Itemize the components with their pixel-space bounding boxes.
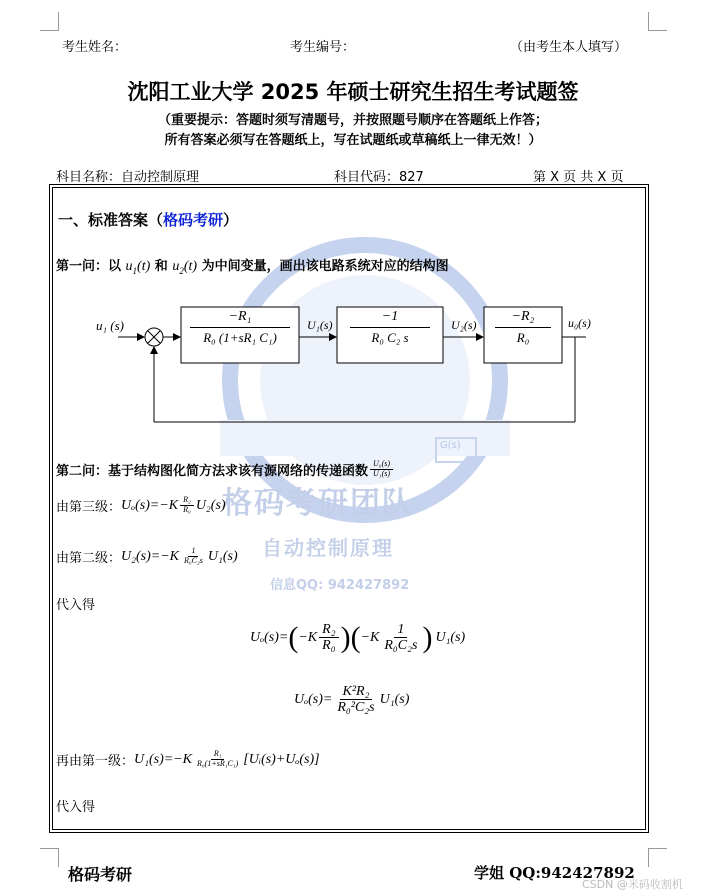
block-3 (485, 309, 561, 346)
signal-u1: U₁(s) (307, 318, 333, 332)
candidate-name-label: 考生姓名： (62, 40, 128, 55)
step-2-num: 1 (188, 547, 198, 557)
footer-contact: 学姐 QQ:942427892 (474, 864, 635, 882)
page-count: 第 X 页 共 X 页 (533, 170, 624, 185)
crop-mark-top-right (648, 12, 667, 31)
big1-den2: R₀C₂s (384, 638, 418, 654)
step-3-num: R₂ (180, 496, 194, 506)
step-1-label: 再由第一级： (56, 754, 135, 769)
watermark-title: 格码考研团队 (222, 486, 414, 521)
block-3-numerator: −R₂ (495, 309, 551, 328)
big1-rhs: U₁(s) (435, 629, 466, 645)
big-equation-2 (294, 684, 409, 716)
input-signal: u₁ (s) (96, 318, 124, 333)
block-diagram (96, 296, 606, 432)
step-3-eq (56, 496, 226, 515)
big1-paren-open-1: ( (288, 620, 299, 654)
q2-fraction (370, 460, 393, 479)
q1-var1: u (125, 259, 133, 274)
big-equation-1 (250, 622, 465, 654)
step-3-rhs: U₂(s) (195, 497, 226, 513)
step-1-eq (56, 750, 320, 769)
subject-name: 科目名称：自动控制原理 (56, 170, 200, 185)
block-2-denominator: R₀ C₂ s (371, 330, 409, 345)
big1-num2: 1 (394, 622, 407, 638)
step-2-frac (181, 547, 206, 566)
big1-num1: R₂ (319, 622, 338, 638)
big1-paren-open-2: ( (350, 620, 361, 654)
step-2-label: 由第二级： (56, 551, 122, 566)
step-2-eq (56, 547, 238, 566)
q2-text: 第二问：基于结构图化简方法求该有源网络的传递函数 (56, 464, 369, 479)
question-1 (56, 255, 449, 276)
section-heading-prefix: 一、标准答案（ (58, 211, 164, 229)
step-3-lhs: Uₒ(s)=−K (121, 497, 179, 513)
q1-suffix: 为中间变量，画出该电路系统对应的结构图 (201, 259, 449, 274)
subject-code: 科目代码：827 (334, 170, 424, 185)
output-signal: u₀(s) (568, 316, 591, 330)
step-3-label: 由第三级： (56, 500, 122, 515)
section-heading (58, 209, 238, 230)
q2-frac-num: U₀(s) (370, 460, 393, 470)
question-2 (56, 460, 395, 479)
block-1-numerator: −R₁ (190, 309, 290, 328)
watermark-block-label: G(s) (440, 440, 461, 451)
page-title: 沈阳工业大学 2025 年硕士研究生招生考试题签 (127, 80, 579, 104)
q1-var1-sub: 1 (132, 265, 138, 276)
step-1-rhs: [Uᵢ(s)+Uₒ(s)] (243, 751, 320, 767)
q2-frac-den: U₁(s) (373, 469, 391, 478)
big2-den: R₀²C₂s (337, 700, 375, 716)
big1-lhs: Uₒ(s)= (250, 629, 289, 645)
watermark-qq: 信息QQ: 942427892 (270, 578, 410, 593)
big2-rhs: U₁(s) (379, 691, 410, 707)
step-1-num: R₁ (211, 750, 225, 760)
step-3-frac (180, 496, 194, 515)
substitute-2: 代入得 (56, 800, 96, 815)
step-1-den: R₀(1+sR₁C₁) (197, 759, 239, 768)
candidate-id-label: 考生编号： (290, 40, 356, 55)
big1-paren-close-1: ) (340, 620, 351, 654)
q1-var2-sub: 2 (179, 265, 184, 276)
block-2-numerator: −1 (350, 309, 430, 328)
section-heading-suffix: ） (223, 211, 239, 229)
q1-mid: 和 (154, 259, 168, 274)
big2-frac (334, 684, 377, 716)
big1-frac2 (381, 622, 420, 654)
block-2 (338, 309, 442, 346)
notice-line-1: （重要提示：答题时须写清题号，并按照题号顺序在答题纸上作答； (157, 113, 548, 128)
q1-var2: u (172, 259, 180, 274)
crop-mark-bottom-right (648, 848, 667, 867)
notice-line-2: 所有答案必须写在答题纸上，写在试题纸或草稿纸上一律无效！） (164, 133, 542, 148)
substitute-1: 代入得 (56, 598, 96, 613)
crop-mark-top-left (40, 12, 59, 31)
step-2-den: R₀C₂s (184, 556, 203, 565)
big1-frac1 (319, 622, 338, 654)
section-heading-brand: 格码考研 (163, 211, 224, 229)
fill-note: （由考生本人填写） (510, 40, 628, 55)
step-1-frac (194, 750, 241, 769)
block-3-denominator: R₀ (516, 330, 530, 345)
block-1-denominator: R₀ (1+sR₁ C₁) (203, 330, 277, 345)
big1-paren-close-2: ) (422, 620, 433, 654)
q1-var1-arg: (t) (137, 259, 151, 274)
watermark-subtitle: 自动控制原理 (262, 536, 394, 560)
footer-brand: 格码考研 (68, 865, 133, 884)
step-3-den: R₀ (183, 505, 191, 514)
big1-den1: R₀ (322, 638, 336, 654)
q1-prefix: 第一问：以 (56, 259, 122, 274)
block-1 (182, 309, 298, 346)
big1-k1: −K (298, 629, 318, 645)
crop-mark-bottom-left (40, 848, 59, 867)
q1-var2-arg: (t) (183, 259, 198, 274)
step-2-rhs: U₁(s) (207, 548, 238, 564)
step-1-lhs: U₁(s)=−K (134, 751, 192, 767)
big1-k2: −K (360, 629, 380, 645)
big2-lhs: Uₒ(s)= (294, 691, 333, 707)
csdn-watermark: CSDN @米码收割机 (582, 878, 683, 891)
big2-num: K²R₂ (340, 684, 373, 700)
signal-u2: U₂(s) (451, 318, 477, 332)
step-2-lhs: U₂(s)=−K (121, 548, 179, 564)
